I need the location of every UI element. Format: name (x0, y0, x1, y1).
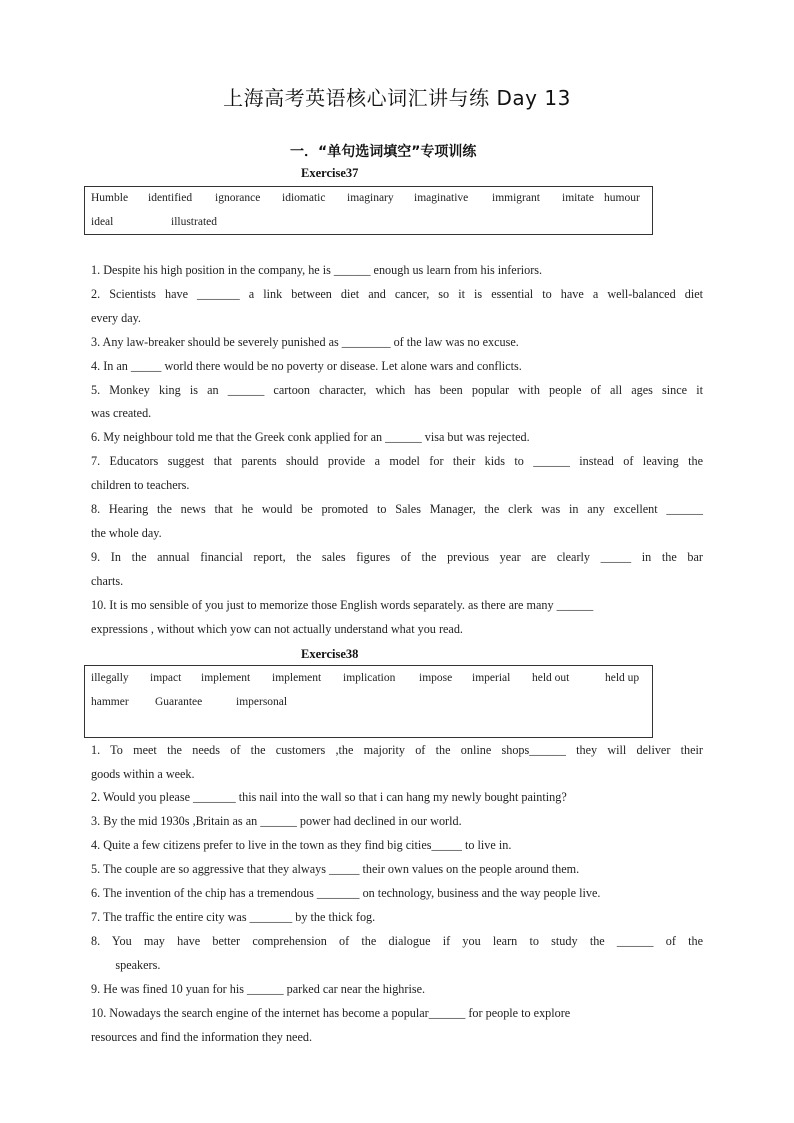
word-bank-item: identified (148, 192, 193, 204)
word-bank-item: held up (605, 672, 640, 684)
exercise37-line: expressions , without which yow can not actually understand what you read. (91, 622, 463, 636)
word-bank-item: ignorance (215, 192, 261, 204)
exercise38-line: 1. To meet the needs of the customers ,the majority of the online shops______ they will deliver their (91, 743, 703, 757)
word-bank-item: illegally (91, 672, 129, 684)
exercise38-line: 6. The invention of the chip has a tremendous _______ on technology, business and the way people live. (91, 886, 601, 900)
exercise37-line: every day. (91, 311, 141, 325)
word-bank-item: held out (532, 672, 570, 684)
exercise38-line: 7. The traffic the entire city was _______ by the thick fog. (91, 910, 376, 924)
word-bank-item: imaginative (414, 192, 469, 204)
exercise38-line: 9. He was fined 10 yuan for his ______ parked car near the highrise. (91, 982, 426, 996)
exercise37-line: the whole day. (91, 526, 162, 540)
word-bank-item: imperial (472, 672, 511, 684)
exercise38-line: resources and find the information they need. (91, 1030, 312, 1044)
exercise37-line: 9. In the annual financial report, the sales figures of the previous year are clearly _____ in the bar (91, 550, 703, 564)
exercise38-line: speakers. (91, 958, 161, 972)
word-bank-item: hammer (91, 696, 129, 708)
exercise37-line: 5. Monkey king is an ______ cartoon character, which has been popular with people of all ages since it (91, 383, 703, 397)
exercise37-word-box (84, 186, 653, 235)
word-bank-item: implication (343, 672, 396, 684)
word-bank-item: idiomatic (282, 192, 326, 204)
exercise37-line: 8. Hearing the news that he would be promoted to Sales Manager, the clerk was in any excellent ______ (91, 502, 703, 516)
exercise38-line: goods within a week. (91, 767, 195, 781)
exercise38-line: 2. Would you please _______ this nail into the wall so that i can hang my newly bought painting? (91, 790, 567, 804)
word-bank-item: immigrant (492, 192, 540, 204)
word-bank-item: implement (272, 672, 322, 684)
exercise38-title: Exercise38 (301, 647, 359, 661)
word-bank-item: ideal (91, 216, 114, 228)
exercise38-line: 8. You may have better comprehension of the dialogue if you learn to study the ______ of the (91, 934, 703, 948)
exercise37-line: 7. Educators suggest that parents should provide a model for their kids to ______ instead of leaving the (91, 454, 703, 468)
exercise38-line: 5. The couple are so aggressive that they always _____ their own values on the people around them. (91, 862, 580, 876)
exercise37-line: 4. In an _____ world there would be no poverty or disease. Let alone wars and conflicts. (91, 359, 522, 373)
exercise37-line: 10. It is mo sensible of you just to memorize those English words separately. as there are many ______ (91, 598, 594, 612)
exercise38-word-box (84, 665, 653, 738)
exercise38-line: 3. By the mid 1930s ,Britain as an ______ power had declined in our world. (91, 814, 462, 828)
exercise37-line: was created. (91, 406, 152, 420)
word-bank-item: humour (604, 192, 640, 204)
word-bank-item: Guarantee (155, 696, 203, 708)
exercise38-line: 10. Nowadays the search engine of the internet has become a popular______ for people to explore (91, 1006, 571, 1020)
word-bank-item: imitate (562, 192, 594, 204)
word-bank-item: impersonal (236, 696, 288, 708)
word-bank-item: impose (419, 672, 453, 684)
exercise37-line: 6. My neighbour told me that the Greek conk applied for an ______ visa but was rejected. (91, 430, 530, 444)
word-bank-item: Humble (91, 192, 129, 204)
exercise38-line: 4. Quite a few citizens prefer to live in the town as they find big cities_____ to live in. (91, 838, 512, 852)
page-title: 上海高考英语核心词汇讲与练 Day 13 (223, 86, 571, 110)
word-bank-item: implement (201, 672, 251, 684)
exercise37-line: charts. (91, 574, 124, 588)
section-subtitle: 一．“单句选词填空”专项训练 (290, 144, 477, 160)
exercise37-title: Exercise37 (301, 166, 359, 180)
exercise37-line: 1. Despite his high position in the company, he is ______ enough us learn from his inferiors. (91, 263, 543, 277)
exercise37-line: 3. Any law-breaker should be severely punished as ________ of the law was no excuse. (91, 335, 519, 349)
exercise37-line: 2. Scientists have _______ a link between diet and cancer, so it is essential to have a well-balanced diet (91, 287, 703, 301)
word-bank-item: imaginary (347, 192, 394, 204)
word-bank-item: illustrated (171, 216, 217, 228)
exercise37-line: children to teachers. (91, 478, 190, 492)
word-bank-item: impact (150, 672, 182, 684)
